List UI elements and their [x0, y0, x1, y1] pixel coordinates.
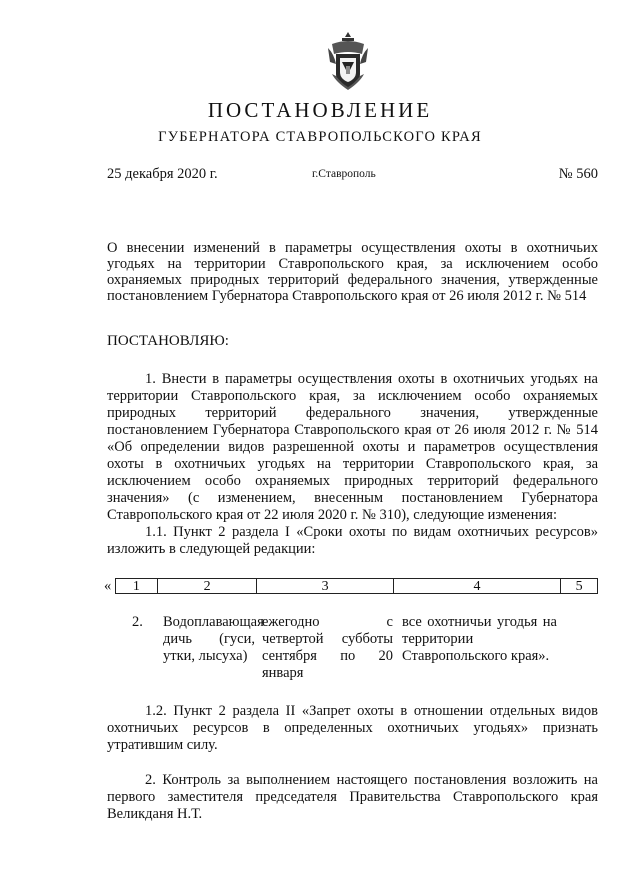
table-cell-game-species: Водоплавающая дичь (гуси, утки, лысуха)	[163, 614, 264, 664]
table-quote-open: «	[104, 578, 112, 594]
table-cell-hunting-period: ежегодно с четвертой субботы сентября по 20 января	[262, 614, 393, 681]
paragraph-1: 1. Внести в параметры осуществления охоты в охотничьих угодьях на территории Ставропольского края, за исключением особо охраняемых природных территорий федерального значения, утвержденные постановлением Губернатора Ставропольского края от 26 июля 2012 г. № 514 «Об определении видов разрешенной охоты и параметров осуществления охоты в охотничьих угодьях на территории Ставропольского края, за исключением особо охраняемых природных территорий федерального значения» (с изменением, внесенным постановлением Губернатора Ставропольского края от 22 июля 2020 г. № 310), следующие изменения:	[107, 371, 598, 523]
coat-of-arms-icon	[326, 30, 370, 92]
decree-date: 25 декабря 2020 г.	[107, 166, 218, 182]
decree-subject: О внесении изменений в параметры осуществления охоты в охотничьих угодьях на территории Ставропольского края, за исключением особо охраняемых природных территорий федерального значения, утвержденные постановлением Губернатора Ставропольского края от 26 июля 2012 г. № 514	[107, 240, 598, 304]
table-column-number: 4	[394, 579, 561, 593]
document-title: ПОСТАНОВЛЕНИЕ	[207, 98, 433, 122]
paragraph-2: 2. Контроль за выполнением настоящего постановления возложить на первого заместителя председателя Правительства Ставропольского края Великданя Н.Т.	[107, 772, 598, 822]
table-row-number: 2.	[132, 614, 143, 630]
decree-number: № 560	[558, 166, 598, 182]
table-column-number: 5	[575, 579, 583, 594]
table-column-number: 3	[257, 579, 393, 593]
paragraph-1-2: 1.2. Пункт 2 раздела II «Запрет охоты в отношении отдельных видов охотничьих ресурсов в определенных охотничьих угодьях» признать утратившим силу.	[107, 703, 598, 753]
decree-word: ПОСТАНОВЛЯЮ:	[107, 333, 229, 349]
paragraph-1-1: 1.1. Пункт 2 раздела I «Сроки охоты по видам охотничьих ресурсов» изложить в следующей редакции:	[107, 524, 598, 557]
table-cell-hunting-area: все охотничьи угодья на территории Ставропольского края».	[402, 614, 557, 664]
table-column-numbers	[115, 578, 598, 594]
issuer-title: ГУБЕРНАТОРА СТАВРОПОЛЬСКОГО КРАЯ	[158, 129, 482, 145]
table-column-number: 2	[158, 579, 258, 593]
table-column-number: 1	[116, 579, 158, 593]
decree-city: г.Ставрополь	[312, 168, 376, 180]
